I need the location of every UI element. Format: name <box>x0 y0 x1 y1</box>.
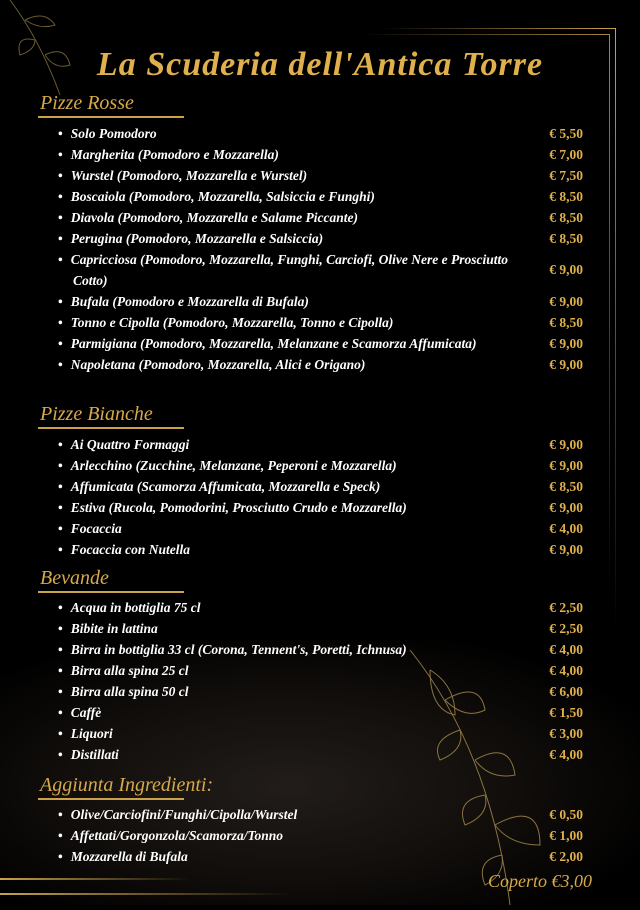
coperto-charge: Coperto €3,00 <box>488 871 593 891</box>
item-price: € 9,00 <box>549 457 583 473</box>
item-name: • Arlecchino (Zucchine, Melanzane, Peperoni e Mozzarella) <box>58 455 518 476</box>
menu-item <box>58 207 583 228</box>
item-name: • Bibite in lattina <box>58 618 518 639</box>
item-price: € 9,00 <box>549 356 583 372</box>
item-name: • Liquori <box>58 723 518 744</box>
menu-item <box>58 123 583 144</box>
item-name: • Mozzarella di Bufala <box>58 846 518 867</box>
frame-line <box>380 28 616 29</box>
section-divider <box>38 427 184 429</box>
menu-item <box>58 455 583 476</box>
item-price: € 9,00 <box>549 541 583 557</box>
item-name: • Affettati/Gorgonzola/Scamorza/Tonno <box>58 825 518 846</box>
item-price: € 8,50 <box>549 209 583 225</box>
item-name: • Bufala (Pomodoro e Mozzarella di Bufala) <box>58 291 518 312</box>
menu-item <box>58 333 583 354</box>
item-name: • Tonno e Cipolla (Pomodoro, Mozzarella, Tonno e Cipolla) <box>58 312 518 333</box>
item-price: € 8,50 <box>549 314 583 330</box>
menu-list <box>58 434 583 560</box>
item-price: € 9,00 <box>549 262 583 277</box>
item-price: € 9,00 <box>549 499 583 515</box>
frame-line <box>0 878 190 880</box>
menu-item <box>58 497 583 518</box>
item-price: € 1,00 <box>549 827 583 843</box>
item-price: € 6,00 <box>549 683 583 699</box>
section-divider <box>38 798 184 800</box>
item-name: • Birra alla spina 25 cl <box>58 660 518 681</box>
item-name: • Focaccia <box>58 518 518 539</box>
item-name: • Perugina (Pomodoro, Mozzarella e Salsiccia) <box>58 228 518 249</box>
item-price: € 2,50 <box>549 620 583 636</box>
item-name: • Focaccia con Nutella <box>58 539 518 560</box>
item-price: € 0,50 <box>549 806 583 822</box>
item-price: € 8,50 <box>549 230 583 246</box>
item-price: € 5,50 <box>549 125 583 141</box>
item-name: • Acqua in bottiglia 75 cl <box>58 597 518 618</box>
item-price: € 4,00 <box>549 662 583 678</box>
item-price: € 4,00 <box>549 746 583 762</box>
menu-list <box>58 597 583 765</box>
menu-item <box>58 597 583 618</box>
menu-list <box>58 804 583 867</box>
menu-item <box>58 165 583 186</box>
menu-item <box>58 723 583 744</box>
item-name: • Boscaiola (Pomodoro, Mozzarella, Salsiccia e Funghi) <box>58 186 518 207</box>
item-price: € 9,00 <box>549 436 583 452</box>
item-name: • Parmigiana (Pomodoro, Mozzarella, Melanzane e Scamorza Affumicata) <box>58 333 518 354</box>
item-name: • Caffè <box>58 702 518 723</box>
menu-item <box>58 144 583 165</box>
item-name: • Distillati <box>58 744 518 765</box>
item-price: € 8,50 <box>549 188 583 204</box>
menu-item <box>58 434 583 455</box>
item-price: € 2,00 <box>549 848 583 864</box>
item-price: € 7,50 <box>549 167 583 183</box>
item-price: € 4,00 <box>549 641 583 657</box>
item-name: • Birra in bottiglia 33 cl (Corona, Tennent's, Poretti, Ichnusa) <box>58 639 518 660</box>
frame-line <box>0 893 290 895</box>
menu-item <box>58 476 583 497</box>
item-name: • Affumicata (Scamorza Affumicata, Mozzarella e Speck) <box>58 476 518 497</box>
menu-item <box>58 228 583 249</box>
menu-item <box>58 846 583 867</box>
menu-item <box>58 518 583 539</box>
item-name: • Margherita (Pomodoro e Mozzarella) <box>58 144 518 165</box>
restaurant-title: La Scuderia dell'Antica Torre <box>96 46 544 83</box>
item-price: € 4,00 <box>549 520 583 536</box>
menu-item <box>58 825 583 846</box>
frame-line <box>360 34 610 35</box>
item-price: € 7,00 <box>549 146 583 162</box>
item-name: • Capricciosa (Pomodoro, Mozzarella, Funghi, Carciofi, Olive Nere e Prosciutto Cotto) <box>58 249 533 291</box>
item-price: € 9,00 <box>549 293 583 309</box>
menu-item <box>58 539 583 560</box>
section-divider <box>38 116 184 118</box>
item-name: • Olive/Carciofini/Funghi/Cipolla/Wurstel <box>58 804 518 825</box>
section-heading: Bevande <box>40 567 109 589</box>
item-price: € 8,50 <box>549 478 583 494</box>
item-name: • Solo Pomodoro <box>58 123 518 144</box>
item-price: € 1,50 <box>549 704 583 720</box>
item-price: € 3,00 <box>549 725 583 741</box>
section-heading: Pizze Rosse <box>40 92 134 114</box>
frame-line <box>615 28 616 628</box>
menu-item <box>58 354 583 375</box>
item-price: € 2,50 <box>549 599 583 615</box>
menu-item <box>58 681 583 702</box>
frame-line <box>609 34 610 594</box>
menu-item <box>58 291 583 312</box>
menu-item <box>58 618 583 639</box>
menu-item <box>58 186 583 207</box>
menu-item <box>58 639 583 660</box>
item-price: € 9,00 <box>549 335 583 351</box>
item-name: • Napoletana (Pomodoro, Mozzarella, Alici e Origano) <box>58 354 518 375</box>
item-name: • Ai Quattro Formaggi <box>58 434 518 455</box>
menu-item <box>58 660 583 681</box>
item-name: • Wurstel (Pomodoro, Mozzarella e Wurstel) <box>58 165 518 186</box>
section-heading: Pizze Bianche <box>40 403 153 425</box>
menu-item <box>58 744 583 765</box>
menu-item <box>58 249 583 291</box>
section-divider <box>38 591 184 593</box>
item-name: • Birra alla spina 50 cl <box>58 681 518 702</box>
menu-item <box>58 804 583 825</box>
menu-list <box>58 123 583 375</box>
menu-item <box>58 702 583 723</box>
item-name: • Diavola (Pomodoro, Mozzarella e Salame Piccante) <box>58 207 518 228</box>
menu-item <box>58 312 583 333</box>
item-name: • Estiva (Rucola, Pomodorini, Prosciutto Crudo e Mozzarella) <box>58 497 518 518</box>
section-heading: Aggiunta Ingredienti: <box>40 774 214 796</box>
